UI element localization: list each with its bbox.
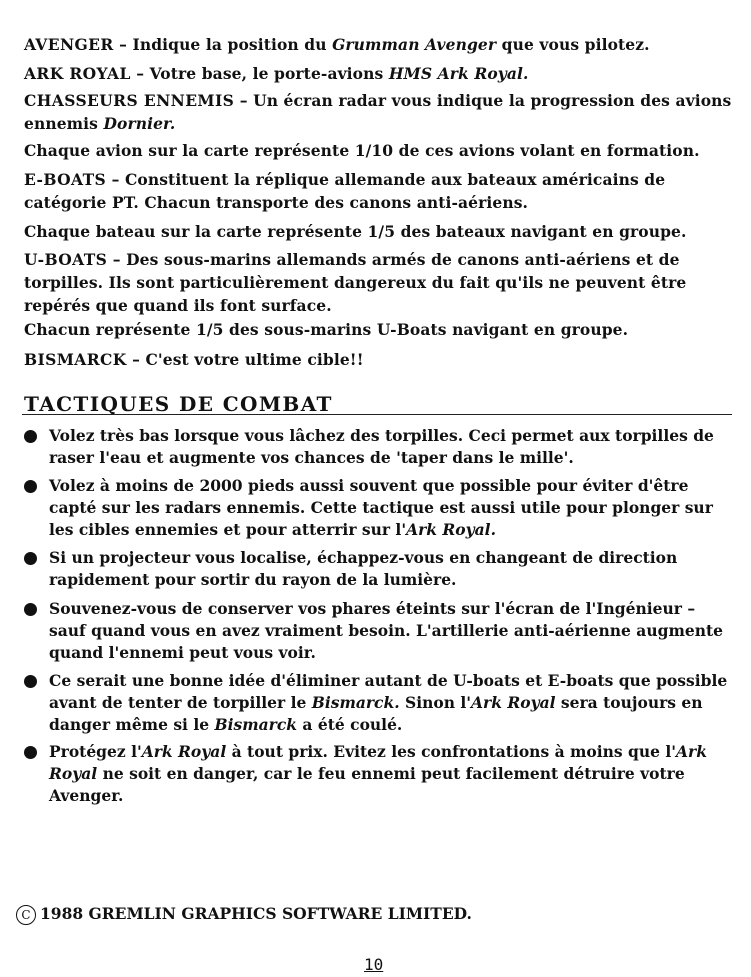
tactic-text-run: ne soit en danger, car le feu ennemi peut facilement détruire votre Avenger. [49, 764, 685, 805]
tactic-text [49, 425, 736, 469]
tactic-text-run: sera toujours en danger même si le [49, 693, 703, 734]
tactic-text-run: Si un projecteur vous localise, échappez-vous en changeant de direction rapidement pour sortir du rayon de la lumière. [49, 548, 678, 589]
legend-u-boats: U-BOATS – Des sous-marins allemands armés de canons anti-aériens et de torpilles. Ils sont particulièrement dangereux du fait qu'ils ne peuvent être repérés que quand ils font surface. [24, 250, 687, 315]
tactic-text-run: Ce serait une bonne idée d'éliminer autant de U-boats et E-boats que possible avant de tenter de torpiller le [49, 671, 728, 712]
tactic-item [24, 598, 736, 664]
term-label: ARK ROYAL [24, 64, 131, 83]
tactic-text-run: a été coulé. [297, 715, 403, 734]
legend-bismarck: BISMARCK – C'est votre ultime cible!! [24, 350, 364, 369]
legend-e-boats: E-BOATS – Constituent la réplique allemande aux bateaux américains de catégorie PT. Chacun transporte des canons anti-aériens. [24, 170, 666, 212]
tactic-italic-text: Ark Royal [141, 742, 227, 761]
tactic-item [24, 670, 736, 736]
tactic-text [49, 475, 736, 541]
tactic-text [49, 741, 736, 807]
tactic-text-run: à tout prix. Evitez les confrontations à moins que l' [226, 742, 677, 761]
legend-note-sous-marins: Chacun représente 1/5 des sous-marins U-Boats navigant en groupe. [24, 320, 629, 339]
term-label: CHASSEURS ENNEMIS [24, 91, 235, 110]
copyright-icon: C [16, 905, 36, 925]
copyright-text: 1988 GREMLIN GRAPHICS SOFTWARE LIMITED. [40, 904, 472, 923]
tactic-text-run: Protégez l' [49, 742, 142, 761]
legend-ark-royal: ARK ROYAL – Votre base, le porte-avions HMS Ark Royal. [24, 64, 529, 83]
tactic-text [49, 547, 736, 591]
tactic-italic-text: Bismarck [214, 715, 298, 734]
tactic-item [24, 741, 736, 807]
bullet-icon [24, 480, 37, 493]
tactic-text [49, 670, 736, 736]
tactic-text-run: Volez très bas lorsque vous lâchez des torpilles. Ceci permet aux torpilles de raser l'eau et augmente vos chances de 'taper dans le mille'. [49, 426, 714, 467]
tactic-text-run: Volez à moins de 2000 pieds aussi souvent que possible pour éviter d'être capté sur les radars ennemis. Cette tactique est aussi utile pour plonger sur les cibles ennemies et pour atterrir sur l' [49, 476, 713, 539]
tactic-italic-text: Ark Royal [471, 693, 556, 712]
term-label: U-BOATS [24, 250, 108, 269]
bullet-icon [24, 603, 37, 616]
tactic-text [49, 598, 736, 664]
tactic-italic-text: Ark Royal. [406, 520, 496, 539]
tactic-text-run: Sinon l' [399, 693, 472, 712]
bullet-icon [24, 746, 37, 759]
bullet-icon [24, 430, 37, 443]
tactic-item [24, 425, 736, 469]
tactic-item [24, 547, 736, 591]
copyright-footer [16, 904, 472, 925]
tactic-italic-text: Bismarck. [311, 693, 400, 712]
bullet-icon [24, 675, 37, 688]
term-label: AVENGER [24, 35, 114, 54]
legend-avenger: AVENGER – Indique la position du Grumman Avenger que vous pilotez. [24, 35, 650, 54]
legend-note-avions: Chaque avion sur la carte représente 1/10 de ces avions volant en formation. [24, 141, 700, 160]
term-label: BISMARCK [24, 350, 127, 369]
tactic-item [24, 475, 736, 541]
legend-chasseurs: CHASSEURS ENNEMIS – Un écran radar vous indique la progression des avions ennemis Dornier. [24, 91, 732, 133]
term-label: E-BOATS [24, 170, 107, 189]
page-number: 10 [364, 955, 384, 974]
tactic-italic-text: Ark Royal [49, 742, 707, 783]
heading-underline [22, 414, 732, 415]
legend-note-bateaux: Chaque bateau sur la carte représente 1/5 des bateaux navigant en groupe. [24, 222, 687, 241]
tactic-text-run: Souvenez-vous de conserver vos phares éteints sur l'écran de l'Ingénieur – sauf quand vous en avez vraiment besoin. L'artillerie anti-aérienne augmente quand l'ennemi peut vous voir. [49, 599, 724, 662]
bullet-icon [24, 552, 37, 565]
section-title: TACTIQUES DE COMBAT [24, 392, 333, 416]
